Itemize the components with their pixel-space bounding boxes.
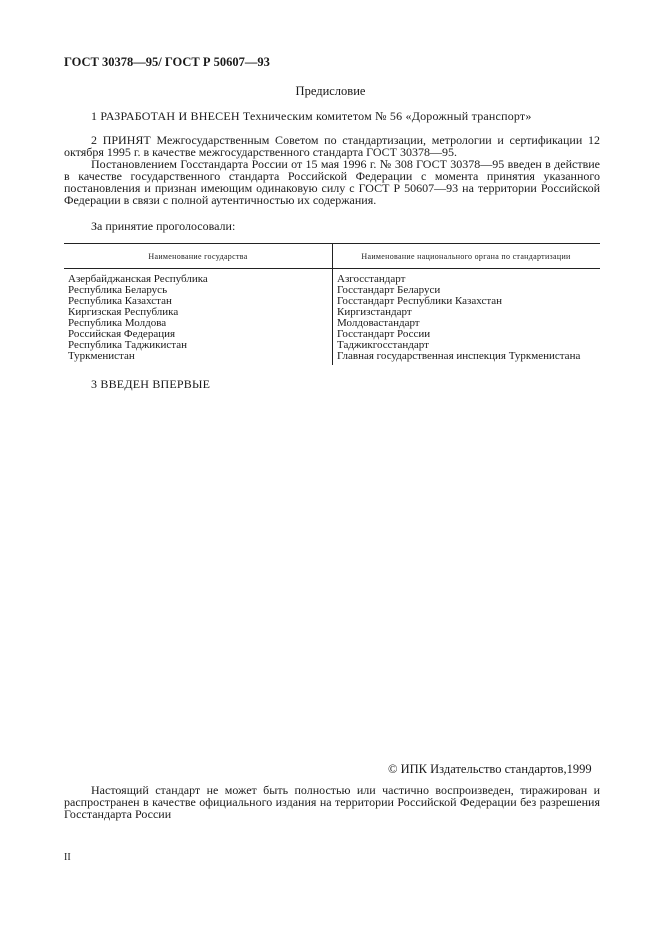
table-row: Республика Молдова (68, 317, 167, 329)
document-code-header: ГОСТ 30378—95/ ГОСТ Р 50607—93 (64, 55, 270, 69)
table-column-states (68, 274, 208, 362)
table-header-body: Наименование национального органа по стандартизации (361, 252, 571, 261)
table-row: Азгосстандарт (337, 273, 406, 285)
paragraph-resolution: Постановлением Госстандарта России от 15 мая 1996 г. № 308 ГОСТ 30378—95 введен в действие в качестве государственного стандарта Российской Федерации с момента принятия указанного постановления и признан имеющим одинаковую силу с ГОСТ Р 50607—93 на территории Российской Федерации в связи с полной аутентичностью их содержания. (64, 157, 600, 207)
table-row: Российская Федерация (68, 328, 176, 340)
copyright-notice: © ИПК Издательство стандартов,1999 (388, 762, 592, 776)
table-row: Республика Беларусь (68, 284, 168, 296)
voted-label: За принятие проголосовали: (91, 219, 236, 233)
table-row: Туркменистан (68, 350, 135, 362)
table-header-state: Наименование государства (148, 252, 248, 261)
table-row: Молдовастандарт (337, 317, 420, 329)
table-row: Киргизстандарт (337, 306, 412, 318)
table-column-divider (332, 243, 333, 365)
table-row: Республика Казахстан (68, 295, 172, 307)
table-row: Главная государственная инспекция Туркменистана (337, 350, 581, 362)
table-row: Республика Таджикистан (68, 339, 187, 351)
table-row: Госстандарт Республики Казахстан (337, 295, 503, 307)
table-row: Госстандарт Беларуси (337, 284, 441, 296)
table-row: Киргизская Республика (68, 306, 179, 318)
table-row: Азербайджанская Республика (68, 273, 208, 285)
paragraph-adopted: 2 ПРИНЯТ Межгосударственным Советом по стандартизации, метрологии и сертификации 12 октября 1995 г. в качестве межгосударственного стандарта ГОСТ 30378—95. (64, 133, 600, 159)
page-title: Предисловие (295, 84, 366, 98)
reproduction-notice: Настоящий стандарт не может быть полностью или частично воспроизведен, тиражирован и распространен в качестве официального издания на территории Российской Федерации без разрешения Госстандарта России (64, 783, 600, 821)
table-row: Госстандарт России (337, 328, 431, 340)
page-number: II (64, 852, 71, 863)
paragraph-developed: 1 РАЗРАБОТАН И ВНЕСЕН Техническим комитетом № 56 «Дорожный транспорт» (91, 109, 532, 123)
table-row: Таджикгосстандарт (337, 339, 429, 351)
paragraph-introduced: 3 ВВЕДЕН ВПЕРВЫЕ (91, 377, 211, 391)
table-column-bodies (337, 274, 580, 362)
